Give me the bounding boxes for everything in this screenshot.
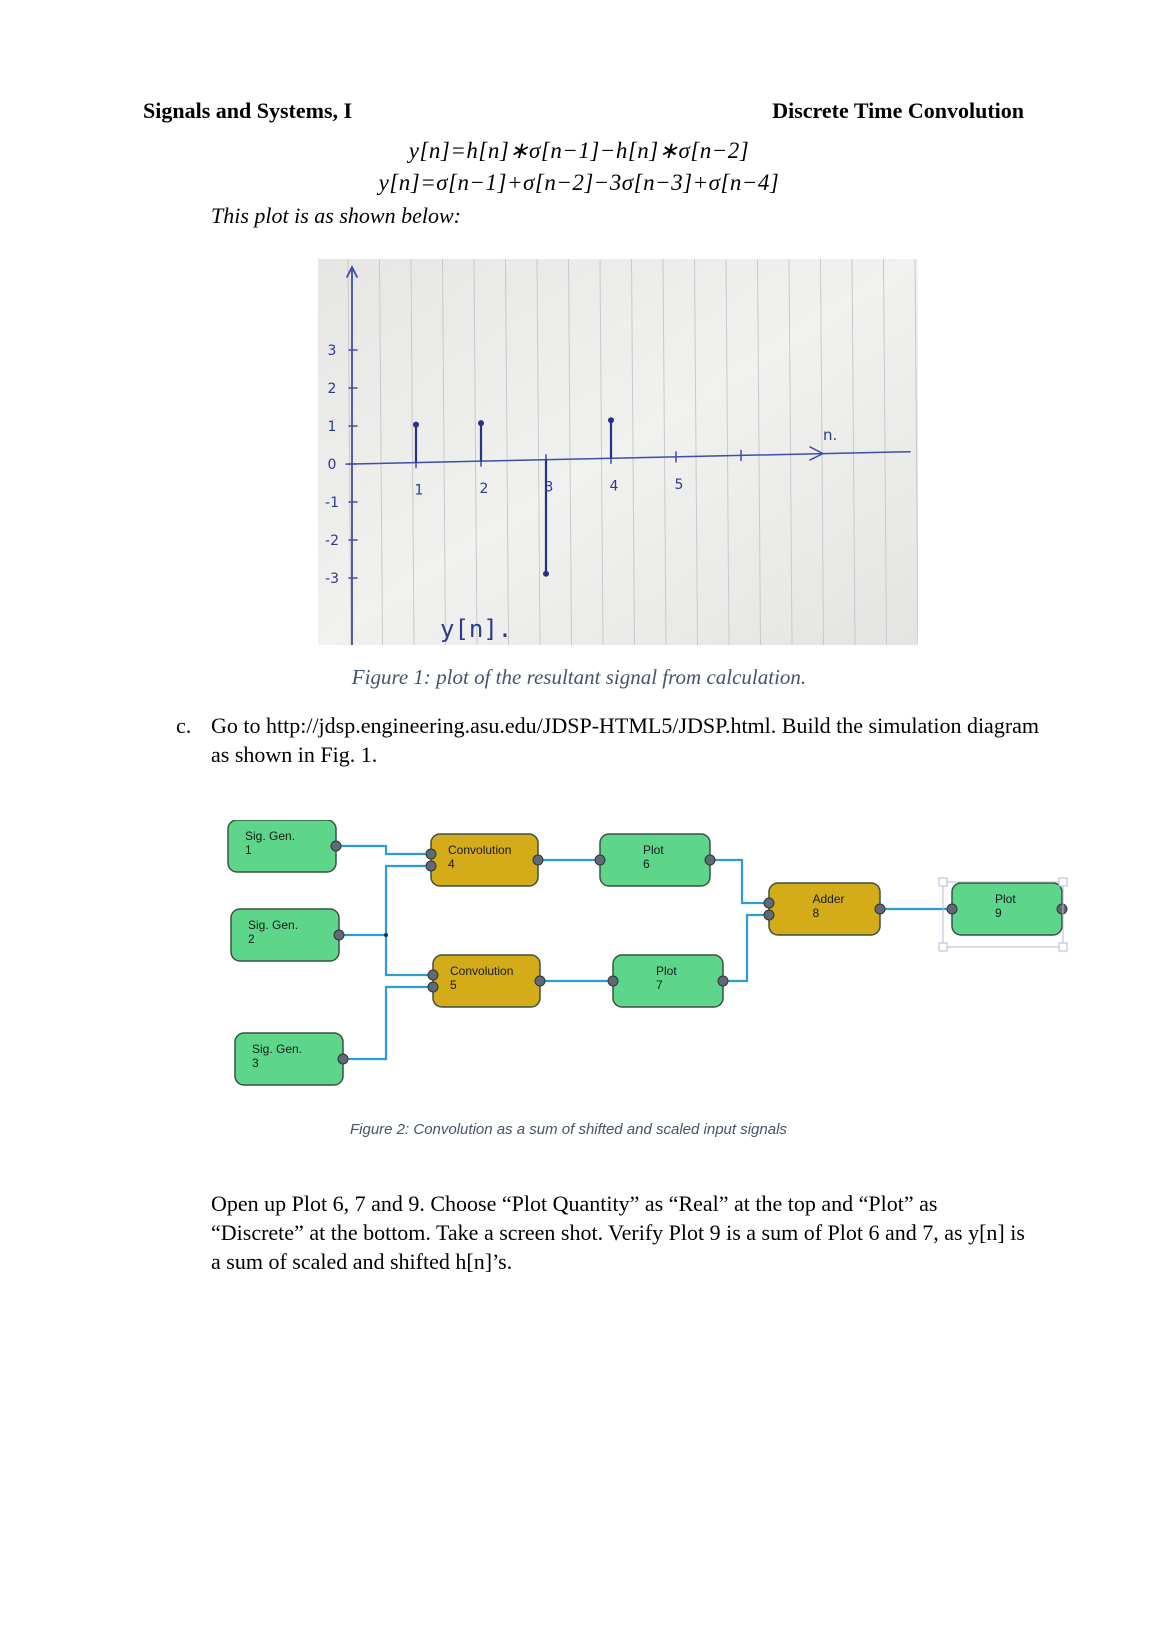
y-tick-label: 3 — [327, 342, 337, 359]
x-tick-label: 4 — [609, 478, 619, 495]
block-plot9[interactable] — [947, 883, 1067, 935]
equation-2: y[n]=σ[n−1]+σ[n−2]−3σ[n−3]+σ[n−4] — [378, 170, 780, 195]
wire-bus-conv5 — [386, 935, 431, 975]
wire-bus-conv4 — [386, 866, 431, 935]
block-name: Convolution — [450, 964, 514, 978]
y-tick-label: -2 — [325, 532, 339, 549]
input-port[interactable] — [764, 898, 774, 908]
input-port[interactable] — [426, 861, 436, 871]
y-tick-label: -1 — [325, 494, 339, 511]
block-name: Sig. Gen. — [252, 1042, 303, 1056]
intro-text: This plot is as shown below: — [211, 203, 461, 228]
output-port[interactable] — [334, 930, 344, 940]
output-port[interactable] — [338, 1054, 348, 1064]
wire-plot6-adder — [710, 860, 769, 903]
y-tick-label: 2 — [327, 380, 337, 397]
block-name: Plot — [656, 964, 677, 978]
output-port[interactable] — [533, 855, 543, 865]
block-number: 6 — [643, 857, 650, 871]
block-name: Sig. Gen. — [245, 829, 296, 843]
block-plot6[interactable] — [595, 834, 715, 886]
input-port[interactable] — [947, 904, 957, 914]
x-tick-label: 5 — [674, 476, 684, 493]
block-body — [952, 883, 1062, 935]
wire-junction — [384, 933, 388, 937]
figure1-photo — [318, 259, 918, 645]
block-number: 3 — [252, 1056, 259, 1070]
block-number: 1 — [245, 843, 252, 857]
block-name: Plot — [995, 892, 1016, 906]
block-name: Convolution — [448, 843, 512, 857]
header-right: Discrete Time Convolution — [772, 98, 1024, 123]
stem-marker — [413, 422, 419, 428]
output-port[interactable] — [535, 976, 545, 986]
block-number: 2 — [248, 932, 255, 946]
block-body — [769, 883, 880, 935]
block-number: 7 — [656, 978, 663, 992]
figure2-diagram — [218, 820, 1080, 1096]
header-left: Signals and Systems, I — [143, 98, 353, 123]
figure2-caption: Figure 2: Convolution as a sum of shifted and scaled input signals — [350, 1121, 787, 1138]
wire-sig1-conv4 — [336, 846, 431, 854]
blocks — [228, 820, 1067, 1085]
list-item-label: c. — [176, 713, 192, 738]
stem-marker — [478, 420, 484, 426]
stem-marker — [543, 571, 549, 577]
stem-marker — [608, 417, 614, 423]
simulation-diagram — [218, 820, 1080, 1096]
block-sig3[interactable] — [235, 1033, 348, 1085]
block-number: 9 — [995, 906, 1002, 920]
block-name: Adder — [812, 892, 845, 906]
input-port[interactable] — [764, 910, 774, 920]
block-name: Sig. Gen. — [248, 918, 299, 932]
x-tick-label: 3 — [544, 479, 554, 496]
block-conv5[interactable] — [428, 955, 545, 1007]
block-adder8[interactable] — [764, 883, 885, 935]
block-number: 5 — [450, 978, 457, 992]
list-item-text: Go to http://jdsp.engineering.asu.edu/JDSP-HTML5/JDSP.html. Build the simulation diagram as shown in Fig. 1. — [211, 713, 1040, 767]
block-number: 4 — [448, 857, 455, 871]
y-tick-label: 1 — [327, 418, 337, 435]
input-port[interactable] — [595, 855, 605, 865]
block-name: Plot — [643, 843, 664, 857]
output-port[interactable] — [875, 904, 885, 914]
block-sig1[interactable] — [228, 820, 341, 872]
block-number: 8 — [812, 906, 820, 920]
block-sig2[interactable] — [231, 909, 344, 961]
x-tick-label: 1 — [414, 482, 424, 499]
stem-plot — [318, 259, 918, 645]
output-port[interactable] — [1057, 904, 1067, 914]
input-port[interactable] — [428, 970, 438, 980]
block-plot7[interactable] — [608, 955, 728, 1007]
y-tick-label: -3 — [325, 570, 339, 587]
output-port[interactable] — [718, 976, 728, 986]
x-axis-label: n. — [823, 426, 838, 444]
block-body — [613, 955, 723, 1007]
block-conv4[interactable] — [426, 834, 543, 886]
plot-title: y[n]. — [440, 615, 513, 643]
output-port[interactable] — [331, 841, 341, 851]
input-port[interactable] — [608, 976, 618, 986]
x-tick-label: 2 — [479, 481, 489, 498]
equation-1: y[n]=h[n]∗σ[n−1]−h[n]∗σ[n−2] — [408, 138, 750, 163]
paper-background — [318, 259, 918, 645]
block-body — [600, 834, 710, 886]
input-port[interactable] — [426, 849, 436, 859]
y-tick-label: 0 — [327, 456, 337, 473]
wire-plot7-adder — [723, 915, 769, 981]
figure1-caption: Figure 1: plot of the resultant signal from calculation. — [351, 665, 807, 689]
output-port[interactable] — [705, 855, 715, 865]
wire-sig3-conv5 — [343, 987, 431, 1059]
input-port[interactable] — [428, 982, 438, 992]
instructions-paragraph: Open up Plot 6, 7 and 9. Choose “Plot Quantity” as “Real” at the top and “Plot” as “Discrete” at the bottom. Take a screen shot. Verify Plot 9 is a sum of Plot 6 and 7, as y[n] is a sum of scaled and shifted h[n]’s. — [211, 1191, 1025, 1274]
